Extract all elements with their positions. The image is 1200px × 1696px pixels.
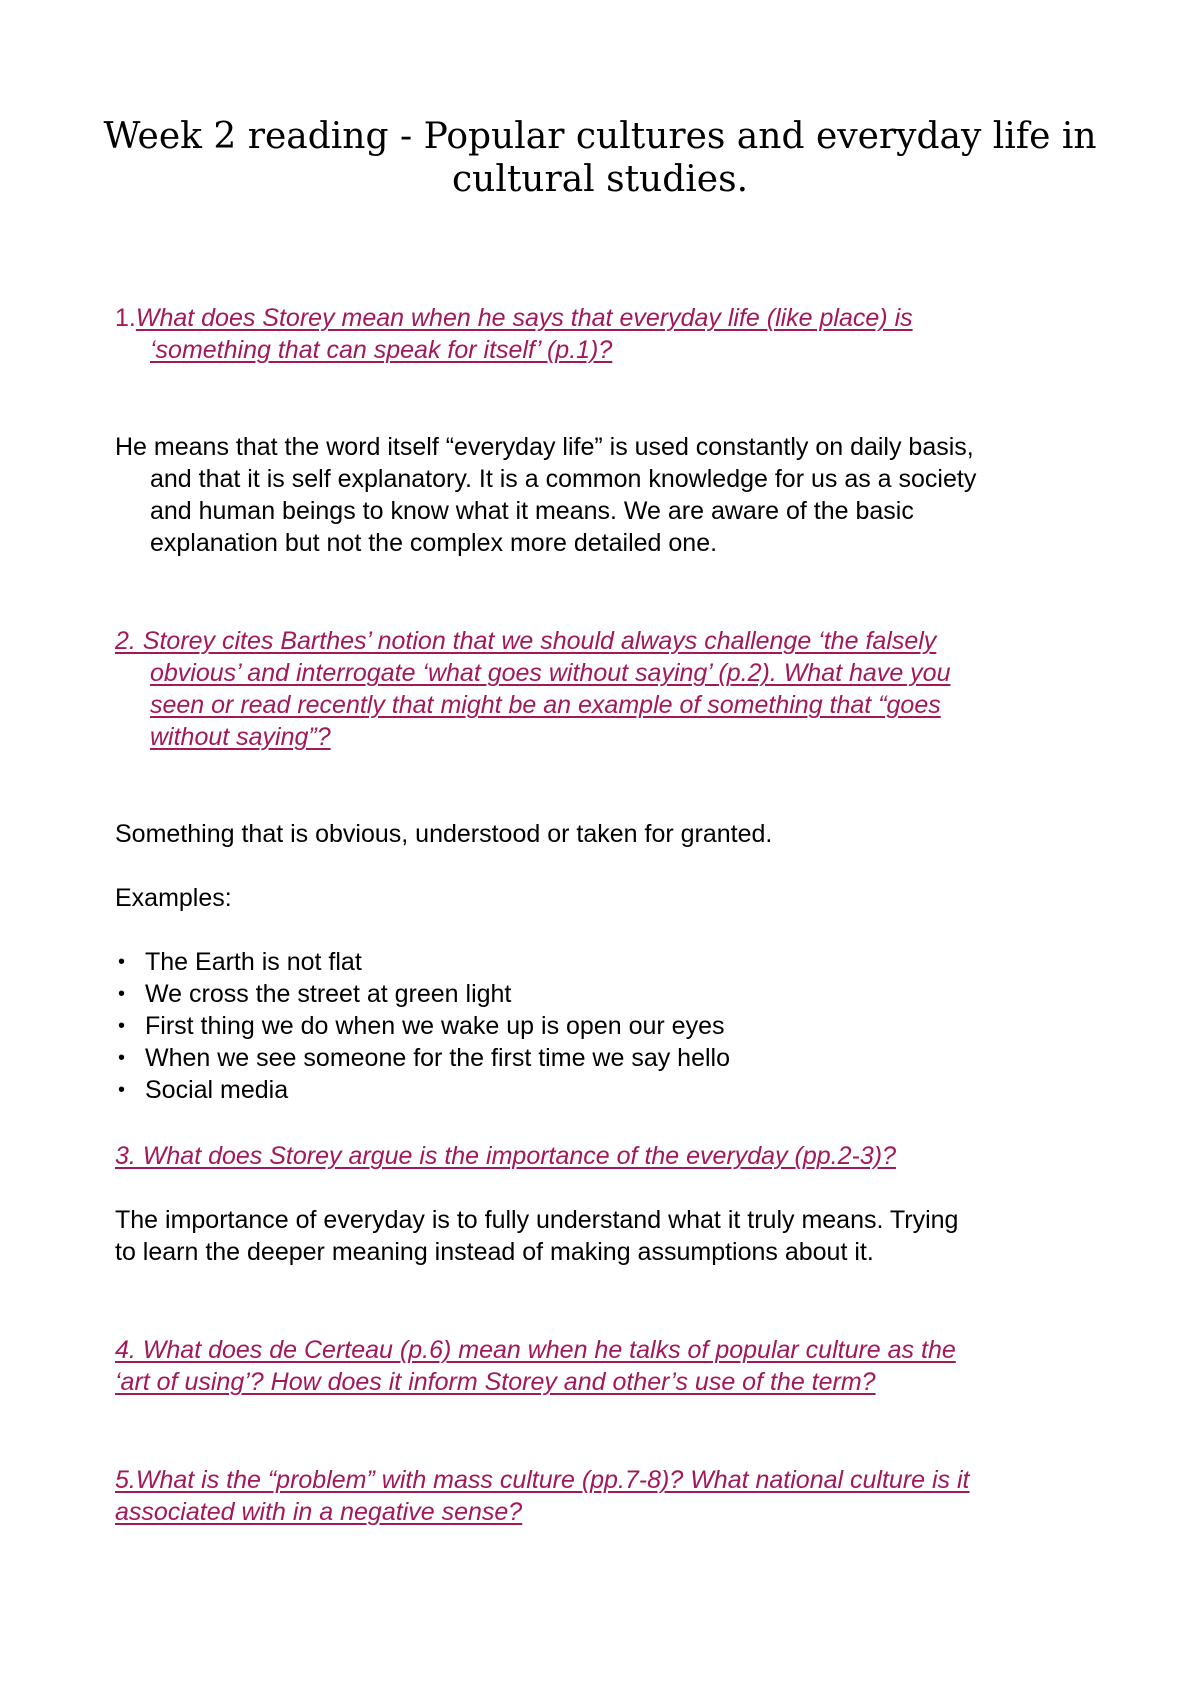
question-2-line-2: obvious’ and interrogate ‘what goes without saying’ (p.2). What have you <box>150 659 951 687</box>
question-5-line-1: 5.What is the “problem” with mass culture (pp.7-8)? What national culture is it <box>115 1466 970 1494</box>
document-title-line-1: Week 2 reading - Popular cultures and everyday life in <box>103 116 1097 157</box>
bullet-icon: • <box>118 983 126 1005</box>
example-item-5: Social media <box>145 1076 289 1104</box>
question-1-line-2: ‘something that can speak for itself’ (p.1)? <box>150 336 613 364</box>
answer-1-line-3: and human beings to know what it means. We are aware of the basic <box>150 497 914 525</box>
answer-1-line-2: and that it is self explanatory. It is a common knowledge for us as a society <box>150 465 977 493</box>
answer-1-line-4: explanation but not the complex more detailed one. <box>150 529 718 557</box>
example-item-3: First thing we do when we wake up is open our eyes <box>145 1012 725 1040</box>
question-2-line-1: 2. Storey cites Barthes’ notion that we should always challenge ‘the falsely <box>115 627 937 655</box>
question-2-line-4: without saying”? <box>150 723 331 751</box>
question-2-line-3: seen or read recently that might be an example of something that “goes <box>150 691 941 719</box>
bullet-icon: • <box>118 951 126 973</box>
answer-2-examples-label: Examples: <box>115 884 232 912</box>
question-3-line-1: 3. What does Storey argue is the importance of the everyday (pp.2-3)? <box>115 1142 896 1170</box>
answer-3-line-2: to learn the deeper meaning instead of making assumptions about it. <box>115 1238 874 1266</box>
question-1-text: What does Storey mean when he says that everyday life (like place) is <box>135 304 913 332</box>
example-item-4: When we see someone for the first time we say hello <box>145 1044 730 1072</box>
bullet-icon: • <box>118 1047 126 1069</box>
question-5-line-2: associated with in a negative sense? <box>115 1498 523 1526</box>
example-item-2: We cross the street at green light <box>145 980 512 1008</box>
answer-2-definition: Something that is obvious, understood or taken for granted. <box>115 820 773 848</box>
answer-1-line-1: He means that the word itself “everyday life” is used constantly on daily basis, <box>115 433 974 461</box>
question-4-line-1: 4. What does de Certeau (p.6) mean when he talks of popular culture as the <box>115 1336 956 1364</box>
question-1-line-1 <box>115 302 913 334</box>
answer-3-line-1: The importance of everyday is to fully understand what it truly means. Trying <box>115 1206 959 1234</box>
question-1-number: 1. <box>115 304 136 332</box>
document-title-line-2: cultural studies. <box>451 159 749 200</box>
question-4-line-2: ‘art of using’? How does it inform Storey and other’s use of the term? <box>115 1368 876 1396</box>
bullet-icon: • <box>118 1015 126 1037</box>
example-item-1: The Earth is not flat <box>145 948 362 976</box>
bullet-icon: • <box>118 1079 126 1101</box>
